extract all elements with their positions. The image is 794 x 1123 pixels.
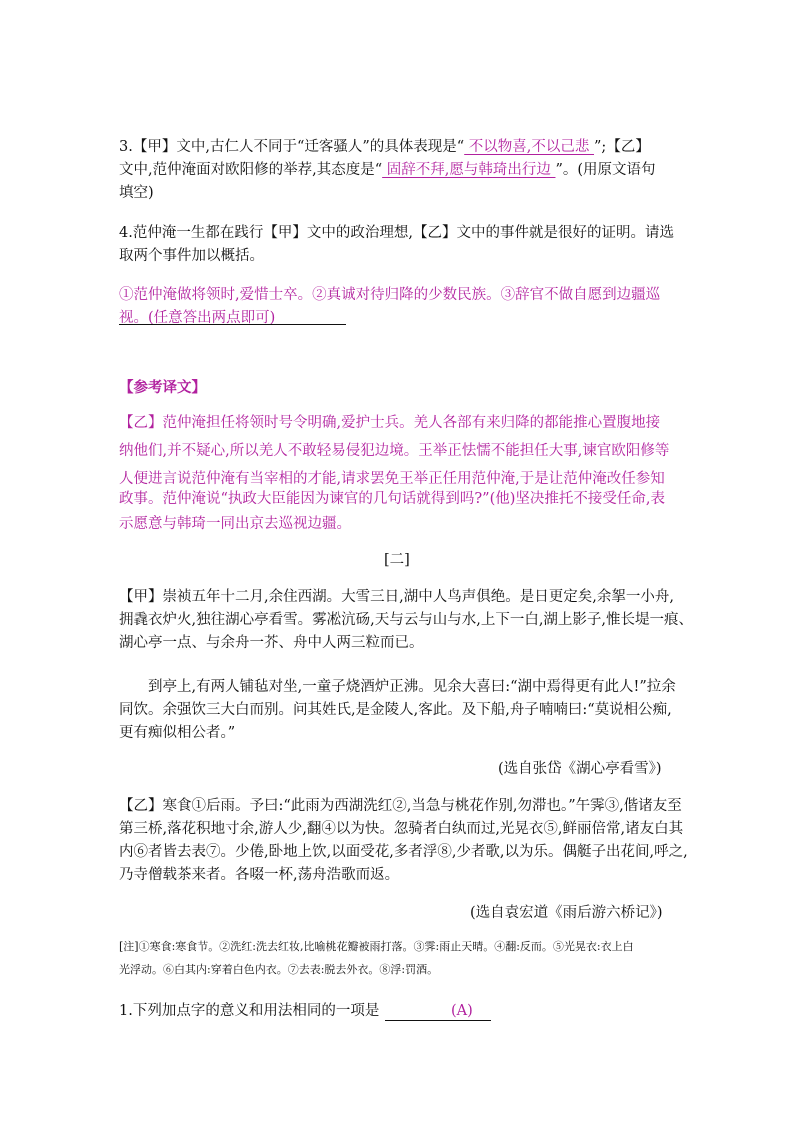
q1-answer-underline [385,1020,491,1021]
ref-line: 示愿意与韩琦一同出京去巡视边疆。 [119,516,351,532]
jia-source: (选自张岱《湖心亭看雪》) [498,761,662,777]
q3-text: 文中,范仲淹面对欧阳修的举荐,其态度是“ [119,162,383,178]
jia-line: 拥毳衣炉火,独往湖心亭看雪。雾凇沆砀,天与云与山与水,上下一白,湖上影子,惟长堤一痕、 [119,612,694,628]
q3-line-2 [119,160,656,180]
q4-answer-line-1: ①范仲淹做将领时,爱惜士卒。②真诚对待归降的少数民族。③辞官不做自愿到边疆巡 [119,287,661,303]
jia-line: 【甲】崇祯五年十二月,余住西湖。大雪三日,湖中人鸟声俱绝。是日更定矣,余挐一小舟, [119,589,674,605]
q3-text: 3.【甲】文中,古仁人不同于“迁客骚人”的具体表现是“ [119,139,465,155]
q4-line-1: 4.范仲淹一生都在践行【甲】文中的政治理想,【乙】文中的事件就是很好的证明。请选 [119,225,674,241]
yi-line: 【乙】寒食①后雨。予曰:“此雨为西湖洗红②,当急与桃花作别,勿滞也。”午霁③,偕诸友至 [119,798,682,814]
yi-line: 内⑥者皆去表⑦。少倦,卧地上饮,以面受花,多者浮⑧,少者歌,以为乐。偶艇子出花间,呼之, [119,844,688,860]
jia-line: 湖心亭一点、与余舟一芥、舟中人两三粒而已。 [119,635,424,651]
q3-line-1 [119,137,650,157]
jia-p2-line: 更有痴似相公者。” [119,725,236,741]
ref-line: 人便进言说范仲淹有当宰相的才能,请求罢免王举正任用范仲淹,于是让范仲淹改任参知 [119,471,665,487]
yi-source: (选自袁宏道《雨后游六桥记》) [470,905,663,921]
q3-answer-1: 不以物喜,不以己悲 [464,139,595,155]
note-line: [注]①寒食:寒食节。②洗红:洗去红妆,比喻桃花瓣被雨打落。③霁:雨止天晴。④翻:反而。⑤光晃衣:衣上白 [119,940,634,953]
ref-line: 纳他们,并不疑心,所以羌人不敢轻易侵犯边境。王举正怯懦不能担任大事,谏官欧阳修等 [119,443,670,459]
q1-text: 1.下列加点字的意义和用法相同的一项是 [119,1003,380,1019]
q3-line-3: 填空) [119,185,154,201]
yi-line: 第三桥,落花积地寸余,游人少,翻④以为快。忽骑者白纨而过,光晃衣⑤,鲜丽倍常,诸友白其 [119,821,684,837]
jia-p2-line: 同饮。余强饮三大白而别。问其姓氏,是金陵人,客此。及下船,舟子喃喃曰:“莫说相公痴, [119,702,672,718]
q4-answer-underline [119,324,346,325]
ref-heading: 【参考译文】 [119,379,206,396]
q1-answer: (A) [451,1003,473,1019]
yi-line: 乃寺僧载茶来者。各啜一杯,荡舟浩歌而返。 [119,867,400,883]
q4-line-2: 取两个事件加以概括。 [119,248,264,264]
q4-answer-line-2: 视。(任意答出两点即可) [119,310,276,326]
ref-line: 【乙】范仲淹担任将领时号令明确,爱护士兵。羌人各部有来归降的都能推心置腹地接 [119,415,661,431]
jia-p2-line: 到亭上,有两人铺毡对坐,一童子烧酒炉正沸。见余大喜曰:“湖中焉得更有此人!”拉余 [148,679,676,695]
q3-answer-2: 固辞不拜,愿与韩琦出行边 [382,162,556,178]
ref-line: 政事。范仲淹说“执政大臣能因为谏官的几句话就得到吗?”(他)坚决推托不接受任命,表 [119,491,666,507]
section-title: [二] [384,552,410,568]
q3-text: ”。(用原文语句 [555,162,656,178]
note-line: 光浮动。⑥白其内:穿着白色内衣。⑦去表:脱去外衣。⑧浮:罚酒。 [119,963,439,976]
q3-text: ”;【乙】 [594,139,650,155]
